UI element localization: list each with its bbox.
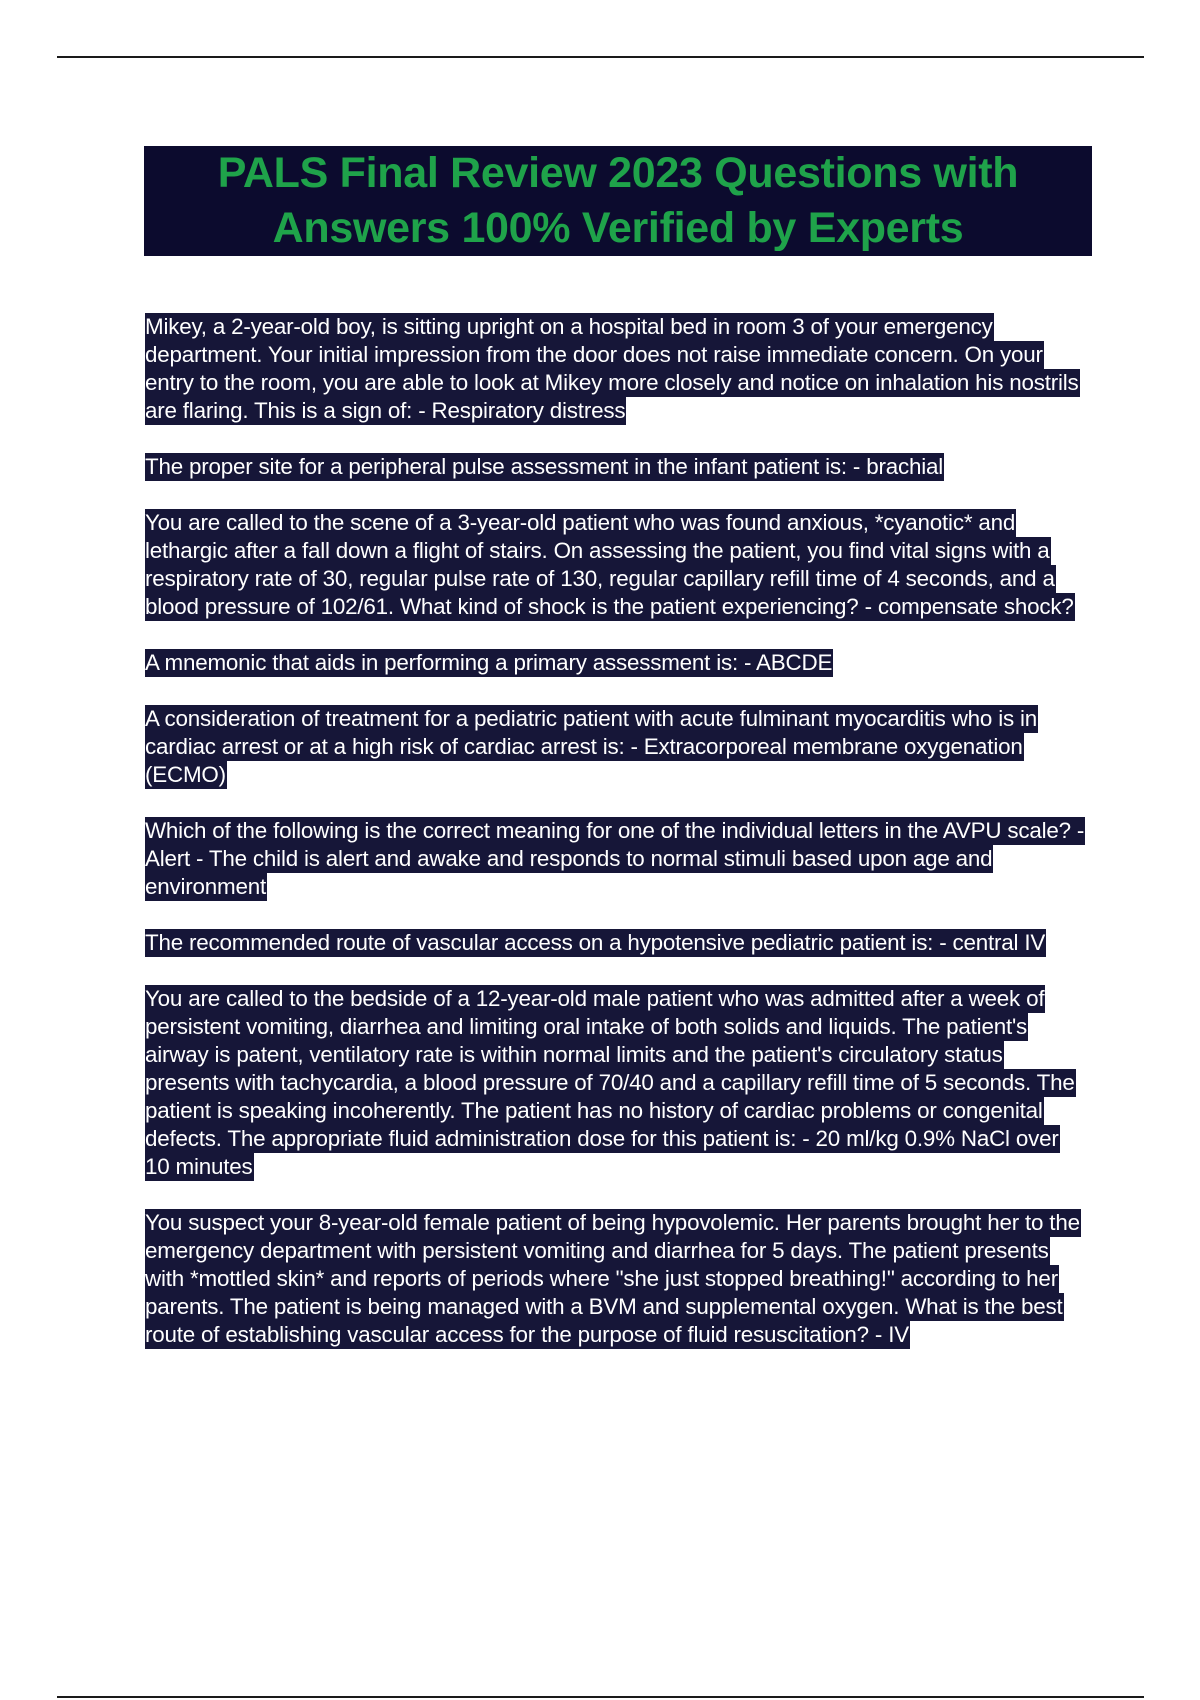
qa-text: You suspect your 8-year-old female patient of being hypovolemic. Her parents brought her to the emergency department with persistent vomiting and diarrhea for 5 days. The patient presents with *mottled skin* and reports of periods where "she just stopped breathing!" according to her parents. The patient is being managed with a BVM and supplemental oxygen. What is the best route of establishing vascular access for the purpose of fluid resuscitation? - IV bbox=[145, 1210, 1080, 1347]
qa-item-5 bbox=[145, 705, 1085, 789]
top-rule bbox=[57, 56, 1144, 58]
qa-text: A mnemonic that aids in performing a primary assessment is: - ABCDE bbox=[145, 650, 833, 675]
qa-item-6 bbox=[145, 817, 1085, 901]
qa-item-1 bbox=[145, 313, 1085, 425]
title-banner bbox=[144, 146, 1092, 256]
qa-item-2 bbox=[145, 453, 1085, 481]
qa-list bbox=[145, 313, 1085, 1377]
document-title: PALS Final Review 2023 Questions with Answers 100% Verified by Experts bbox=[217, 149, 1019, 252]
qa-text: Mikey, a 2-year-old boy, is sitting upright on a hospital bed in room 3 of your emergency department. Your initial impression from the door does not raise immediate concern. On your entry to the room, you are able to look at Mikey more closely and notice on inhalation his nostrils are flaring. This is a sign of: - Respiratory distress bbox=[145, 314, 1079, 423]
qa-text: You are called to the bedside of a 12-year-old male patient who was admitted after a week of persistent vomiting, diarrhea and limiting oral intake of both solids and liquids. The patient's airway is patent, ventilatory rate is within normal limits and the patient's circulatory status presents with tachycardia, a blood pressure of 70/40 and a capillary refill time of 5 seconds. The patient is speaking incoherently. The patient has no history of cardiac problems or congenital defects. The appropriate fluid administration dose for this patient is: - 20 ml/kg 0.9% NaCl over 10 minutes bbox=[145, 986, 1075, 1179]
qa-item-3 bbox=[145, 509, 1085, 621]
qa-item-4 bbox=[145, 649, 1085, 677]
qa-text: A consideration of treatment for a pediatric patient with acute fulminant myocarditis who is in cardiac arrest or at a high risk of cardiac arrest is: - Extracorporeal membrane oxygenation (ECMO) bbox=[145, 706, 1038, 787]
qa-text: You are called to the scene of a 3-year-old patient who was found anxious, *cyanotic* and lethargic after a fall down a flight of stairs. On assessing the patient, you find vital signs with a respiratory rate of 30, regular pulse rate of 130, regular capillary refill time of 4 seconds, and a blood pressure of 102/61. What kind of shock is the patient experiencing? - compensate shock? bbox=[145, 510, 1074, 619]
qa-item-9 bbox=[145, 1209, 1085, 1349]
qa-text: The proper site for a peripheral pulse assessment in the infant patient is: - brachial bbox=[145, 454, 944, 479]
qa-text: The recommended route of vascular access on a hypotensive pediatric patient is: - central IV bbox=[145, 930, 1046, 955]
qa-text: Which of the following is the correct meaning for one of the individual letters in the AVPU scale? - Alert - The child is alert and awake and responds to normal stimuli based upon age and environment bbox=[145, 818, 1085, 899]
bottom-rule bbox=[57, 1696, 1144, 1698]
qa-item-7 bbox=[145, 929, 1085, 957]
qa-item-8 bbox=[145, 985, 1085, 1181]
